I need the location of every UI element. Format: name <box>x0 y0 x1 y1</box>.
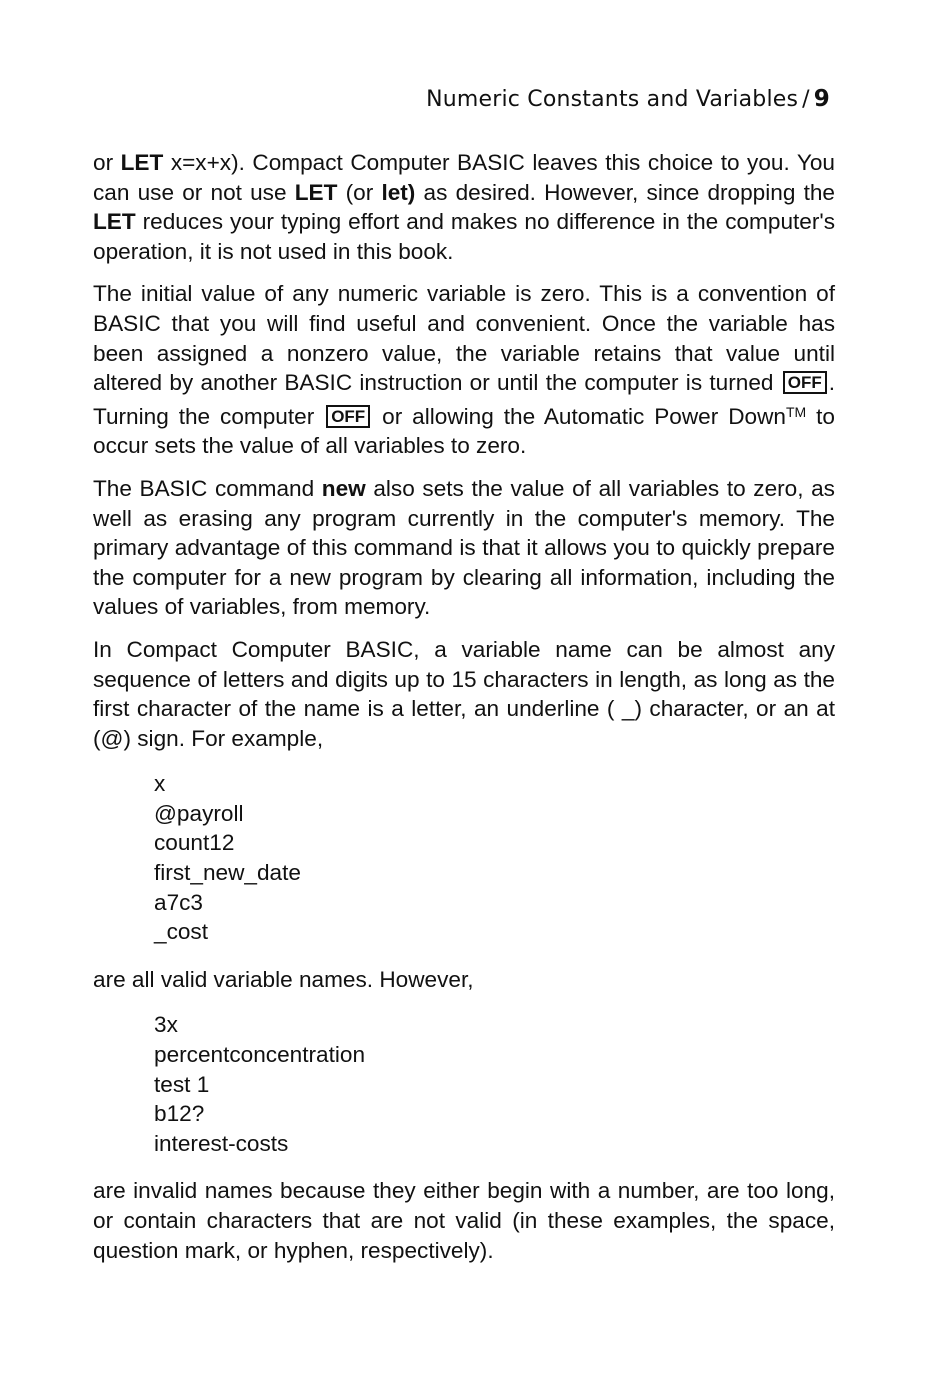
list-item: test 1 <box>154 1071 210 1097</box>
list-item: 3x <box>154 1012 178 1038</box>
valid-names-list <box>154 769 835 947</box>
running-head <box>426 86 830 112</box>
keyword-let-lower: let) <box>381 179 416 205</box>
list-item: @payroll <box>154 800 244 826</box>
chapter-title: Numeric Constants and Variables <box>426 87 799 112</box>
trademark-mark: TM <box>785 403 807 420</box>
list-item: b12? <box>154 1101 205 1127</box>
paragraph-invalid-names: are invalid names because they either begin with a number, are too long, or contain characters that are not valid (in these examples, the space, question mark, or hyphen, respectively). <box>93 1178 835 1263</box>
invalid-names-list <box>154 1010 835 1158</box>
list-item: x <box>154 771 166 797</box>
body-text <box>93 148 835 1278</box>
paragraph-valid-names: are all valid variable names. However, <box>93 966 474 992</box>
off-key-icon: OFF <box>326 405 370 428</box>
list-item: percentconcentration <box>154 1042 366 1068</box>
paragraph-initial-value: The initial value of any numeric variable is zero. This is a convention of BASIC that you will find useful and convenient. Once the variable has been assigned a nonzero value, the variable retains that value until altered by another BASIC instruction or until the computer is turned OFF . Turning the computer OFF or allowing the Automatic Power Down™ to occur sets the value of all variables to zero. <box>93 281 835 459</box>
list-item: first_new_date <box>154 860 301 886</box>
keyword-let: LET <box>93 209 136 235</box>
paragraph-variable-names: In Compact Computer BASIC, a variable name can be almost any sequence of letters and digits up to 15 characters in length, as long as the first character of the name is a letter, an underline ( _) character, or an at (@) sign. For example, <box>93 636 835 751</box>
off-key-icon: OFF <box>783 371 827 394</box>
paragraph-new-command: The BASIC command new also sets the value of all variables to zero, as well as erasing any program currently in the computer's memory. The primary advantage of this command is that it allows you to quickly prepare the computer for a new program by clearing all information, including the values of variables, from memory. <box>93 475 835 620</box>
keyword-let: LET <box>294 179 338 205</box>
page-number: 9 <box>813 86 830 112</box>
keyword-new: new <box>321 475 366 501</box>
paragraph-let: or LET x=x+x). Compact Computer BASIC leaves this choice to you. You can use or not use LET (or let) as desired. However, since dropping the LET reduces your typing effort and makes no difference in the computer's operation, it is not used in this book. <box>93 150 835 264</box>
list-item: interest-costs <box>154 1130 289 1156</box>
header-separator: / <box>802 87 810 112</box>
list-item: count12 <box>154 830 235 856</box>
keyword-let: LET <box>120 150 164 175</box>
list-item: a7c3 <box>154 889 203 915</box>
list-item: _cost <box>154 919 209 945</box>
